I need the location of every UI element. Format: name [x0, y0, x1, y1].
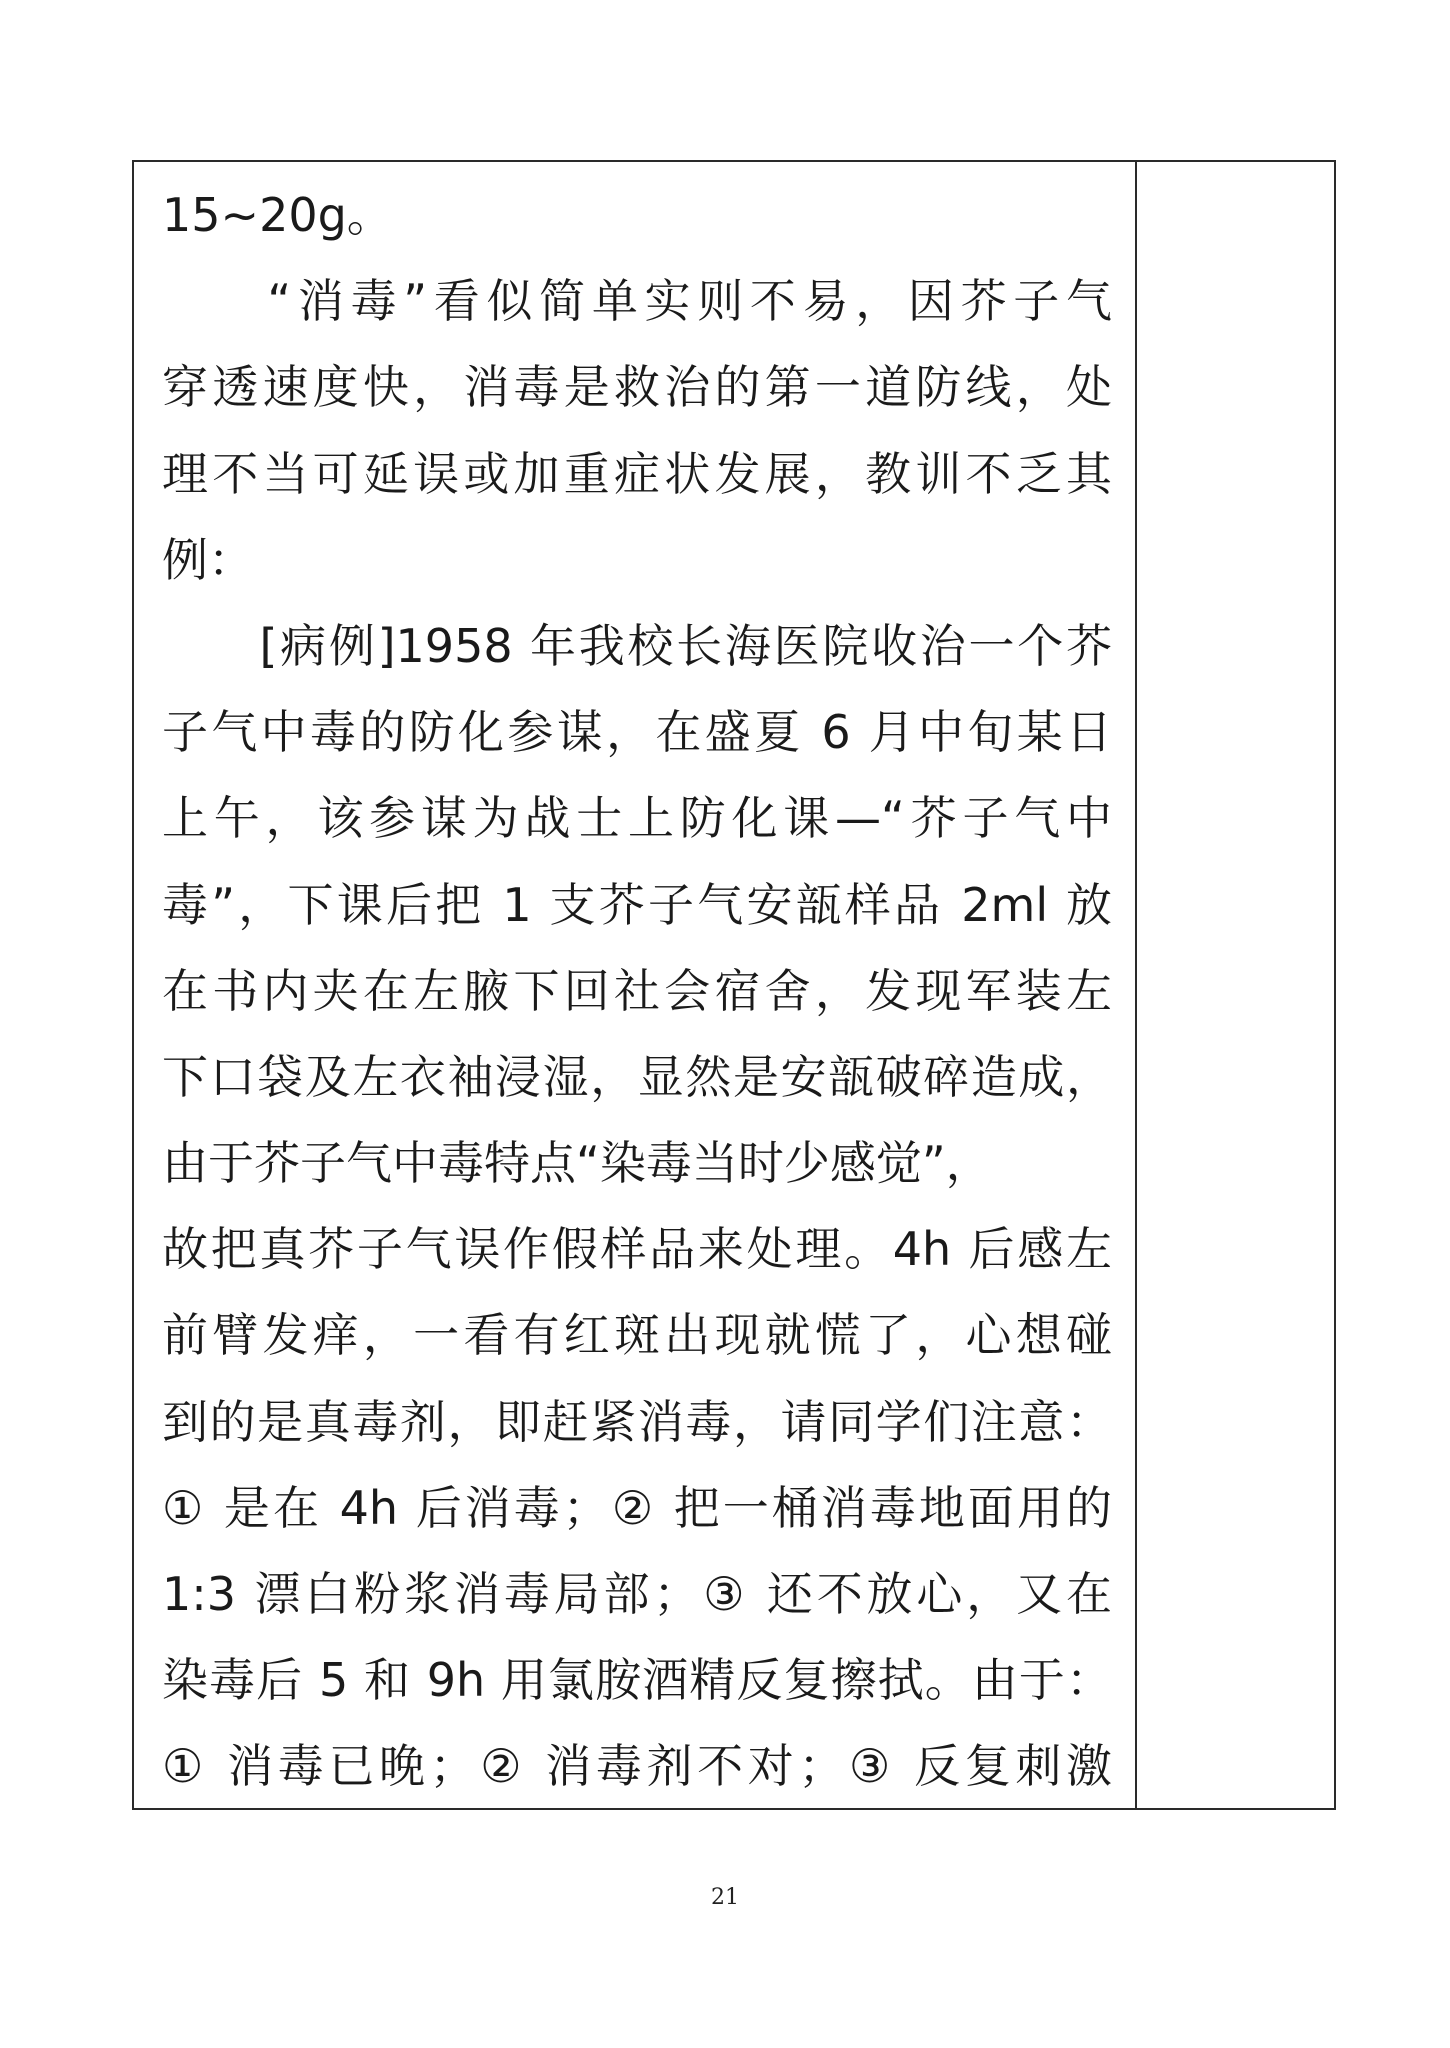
page-number: 21	[711, 1885, 739, 1910]
text-line: ① 消毒已晚；② 消毒剂不对；③ 反复刺激	[162, 1739, 1112, 1794]
text-line: ① 是在 4h 后消毒；② 把一桶消毒地面用的	[162, 1480, 1112, 1535]
empty-notes-cell	[1137, 162, 1334, 1808]
text-line: 前臂发痒，一看有红斑出现就慌了，心想碰	[162, 1308, 1112, 1363]
text-line: 染毒后 5 和 9h 用氯胺酒精反复擦拭。由于：	[162, 1653, 1112, 1708]
text-line: 下口袋及左衣袖浸湿，显然是安瓿破碎造成，	[162, 1049, 1112, 1104]
text-cell	[162, 172, 1112, 1810]
text-line: 例：	[162, 532, 254, 587]
text-line: 子气中毒的防化参谋，在盛夏 6 月中旬某日	[162, 705, 1112, 760]
text-line: 到的是真毒剂，即赶紧消毒，请同学们注意：	[162, 1394, 1112, 1449]
text-line: “消毒”看似简单实则不易，因芥子气	[162, 274, 1112, 329]
text-line: 上午，该参谋为战士上防化课—“芥子气中	[162, 791, 1112, 846]
text-line: 理不当可延误或加重症状发展，教训不乏其	[162, 446, 1112, 501]
text-line: 由于芥子气中毒特点“染毒当时少感觉”，	[162, 1136, 992, 1191]
text-line: 15~20g。	[162, 188, 393, 242]
text-line: 1:3 漂白粉浆消毒局部；③ 还不放心，又在	[162, 1567, 1112, 1621]
text-line: 毒”，下课后把 1 支芥子气安瓿样品 2ml 放	[162, 877, 1112, 932]
text-line: 故把真芥子气误作假样品来处理。4h 后感左	[162, 1222, 1112, 1277]
text-line: 在书内夹在左腋下回社会宿舍，发现军装左	[162, 963, 1112, 1018]
content-table	[132, 160, 1336, 1810]
text-line: 穿透速度快，消毒是救治的第一道防线，处	[162, 360, 1112, 415]
text-line: [病例]1958 年我校长海医院收治一个芥	[162, 618, 1112, 673]
